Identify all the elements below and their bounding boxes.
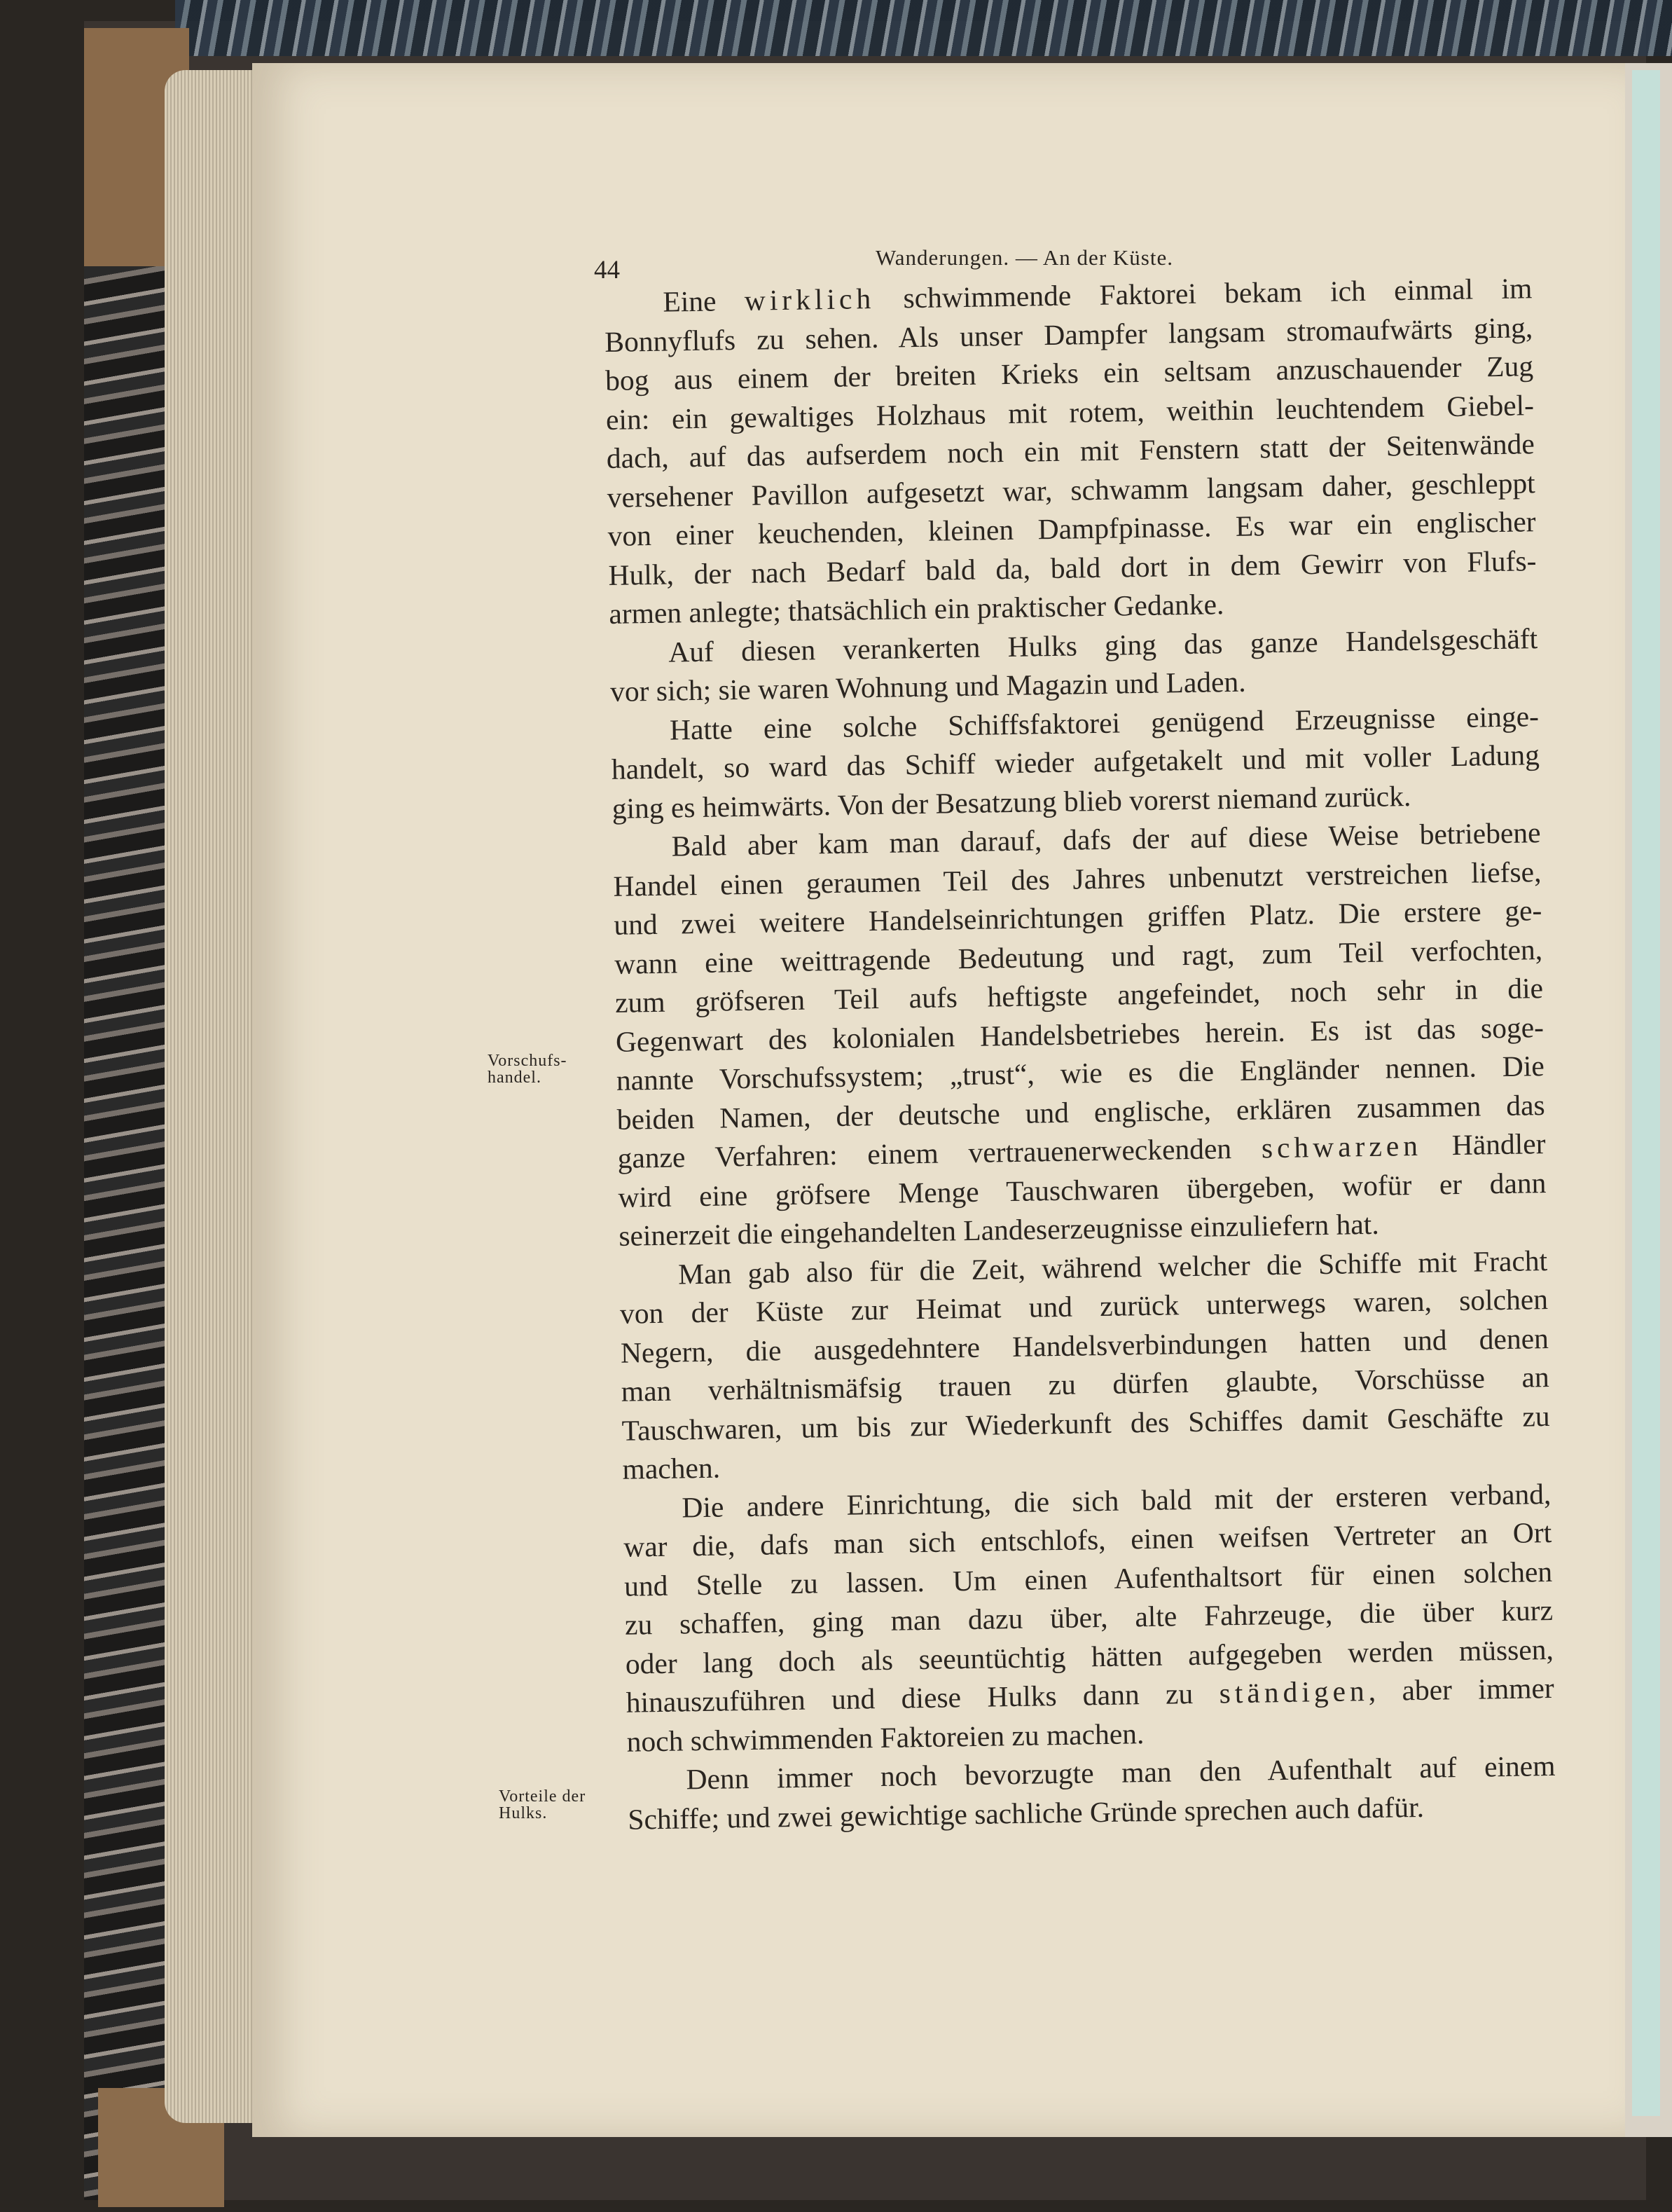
margin-note-vorteile-der-hulks	[499, 1788, 586, 1822]
spaced-emphasis: schwarzen	[1261, 1129, 1423, 1165]
text-line: nannte Vorschufssystem; „trust“, wie es die Engländer nennen. Die	[616, 1050, 1545, 1097]
text-line: bog aus einem der breiten Krieks ein seltsam anzuschauender Zug	[604, 350, 1534, 397]
text-line: Hatte eine solche Schiffsfaktorei genügend Erzeugnisse einge-	[669, 699, 1540, 746]
text-line: und Stelle zu lassen. Um einen Aufenthaltsort für einen solchen	[623, 1555, 1553, 1602]
text-line: zu schaffen, ging man dazu über, alte Fahrzeuge, die über kurz	[624, 1593, 1554, 1641]
text-line: von der Küste zur Heimat und zurück unterwegs waren, solchen	[619, 1283, 1549, 1330]
text-segment: schwimmende Faktorei bekam ich einmal im	[874, 272, 1533, 315]
text-line: Bonnyflufs zu sehen. Als unser Dampfer langsam stromaufwärts ging,	[604, 310, 1533, 358]
text-line: seinerzeit die eingehandelten Landeserzeugnisse einzuliefern hat.	[618, 1207, 1379, 1252]
text-line: Gegenwart des kolonialen Handelsbetriebes herein. Es ist das soge-	[615, 1010, 1545, 1058]
text-line: Die andere Einrichtung, die sich bald mit der ersteren verband,	[682, 1477, 1552, 1523]
text-line: dach, auf das aufserdem noch ein mit Fenstern statt der Seitenwände	[606, 427, 1535, 474]
marbled-endpaper-top	[175, 0, 1672, 56]
text-line: ging es heimwärts. Von der Besatzung blieb vorerst niemand zurück.	[612, 779, 1411, 825]
spaced-emphasis: ständigen	[1219, 1675, 1369, 1710]
text-line: Denn immer noch bevorzugte man den Aufenthalt auf einem	[686, 1749, 1556, 1796]
text-line: ein: ein gewaltiges Holzhaus mit rotem, weithin leuchtendem Giebel-	[605, 388, 1535, 436]
text-line: Handel einen geraumen Teil des Jahres unbenutzt verstreichen liefse,	[613, 855, 1542, 902]
text-line: noch schwimmenden Faktoreien zu machen.	[626, 1717, 1145, 1758]
running-head: Wanderungen. — An der Küste.	[876, 245, 1173, 270]
spaced-emphasis: wirklich	[744, 282, 876, 317]
text-line: von einer keuchenden, kleinen Dampfpinasse. Es war ein englischer	[607, 505, 1536, 552]
text-segment: ganze Verfahren: einem vertrauenerweckenden	[617, 1132, 1262, 1174]
text-line: war die, dafs man sich entschlofs, einen weifsen Vertreter an Ort	[623, 1516, 1552, 1563]
text-line: machen.	[622, 1451, 721, 1485]
text-line: versehener Pavillon aufgesetzt war, schwamm langsam daher, geschleppt	[607, 466, 1535, 514]
text-line: Tauschwaren, um bis zur Wiederkunft des Schiffes damit Geschäfte zu	[621, 1399, 1550, 1447]
text-segment: Eine	[663, 284, 745, 318]
text-line: wann eine weittragende Bedeutung und ragt, zum Teil verfochten,	[614, 933, 1543, 980]
text-line: handelt, so ward das Schiff wieder aufgetakelt und mit voller Ladung	[611, 739, 1540, 785]
text-line: beiden Namen, der deutsche und englische, erklären zusammen das	[616, 1088, 1545, 1136]
page-number: 44	[594, 256, 620, 284]
text-line: zum gröfseren Teil aufs heftigste angefeindet, noch sehr in die	[614, 972, 1544, 1019]
right-page-strip	[1632, 70, 1660, 2116]
text-line: man verhältnismäfsig trauen zu dürfen glaubte, Vorschüsse an	[621, 1360, 1550, 1408]
text-segment: Händler	[1421, 1127, 1546, 1162]
text-line: Negern, die ausgedehntere Handelsverbindungen hatten und denen	[620, 1321, 1549, 1369]
body-text	[604, 269, 1556, 1839]
margin-note-text: Vorteile der Hulks.	[499, 1787, 586, 1822]
text-line: Bald aber kam man darauf, dafs der auf diese Weise betriebene	[671, 816, 1541, 863]
text-segment: hinauszuführen und diese Hulks dann zu	[626, 1677, 1220, 1719]
text-line: oder lang doch als seeuntüchtig hätten aufgegeben werden müssen,	[625, 1633, 1554, 1680]
text-line: Auf diesen verankerten Hulks ging das ganze Handelsgeschäft	[668, 621, 1538, 668]
margin-note-text: Vorschufs- handel.	[488, 1052, 567, 1087]
text-line: Schiffe; und zwei gewichtige sachliche Gründe sprechen auch dafür.	[628, 1790, 1425, 1836]
text-line: Man gab also für die Zeit, während welcher die Schiffe mit Fracht	[677, 1244, 1548, 1291]
text-line: und zwei weitere Handelseinrichtungen griffen Platz. Die erstere ge-	[614, 894, 1542, 941]
text-line: vor sich; sie waren Wohnung und Magazin und Laden.	[609, 665, 1246, 708]
text-line: wird eine gröfsere Menge Tauschwaren übergeben, wofür er dann	[618, 1166, 1547, 1214]
text-segment: , aber immer	[1368, 1671, 1555, 1708]
margin-note-vorschufshandel	[488, 1052, 567, 1086]
text-line: Hulk, der nach Bedarf bald da, bald dort in dem Gewirr von Flufs-	[608, 544, 1537, 591]
text-line: armen anlegte; thatsächlich ein praktischer Gedanke.	[609, 588, 1224, 630]
